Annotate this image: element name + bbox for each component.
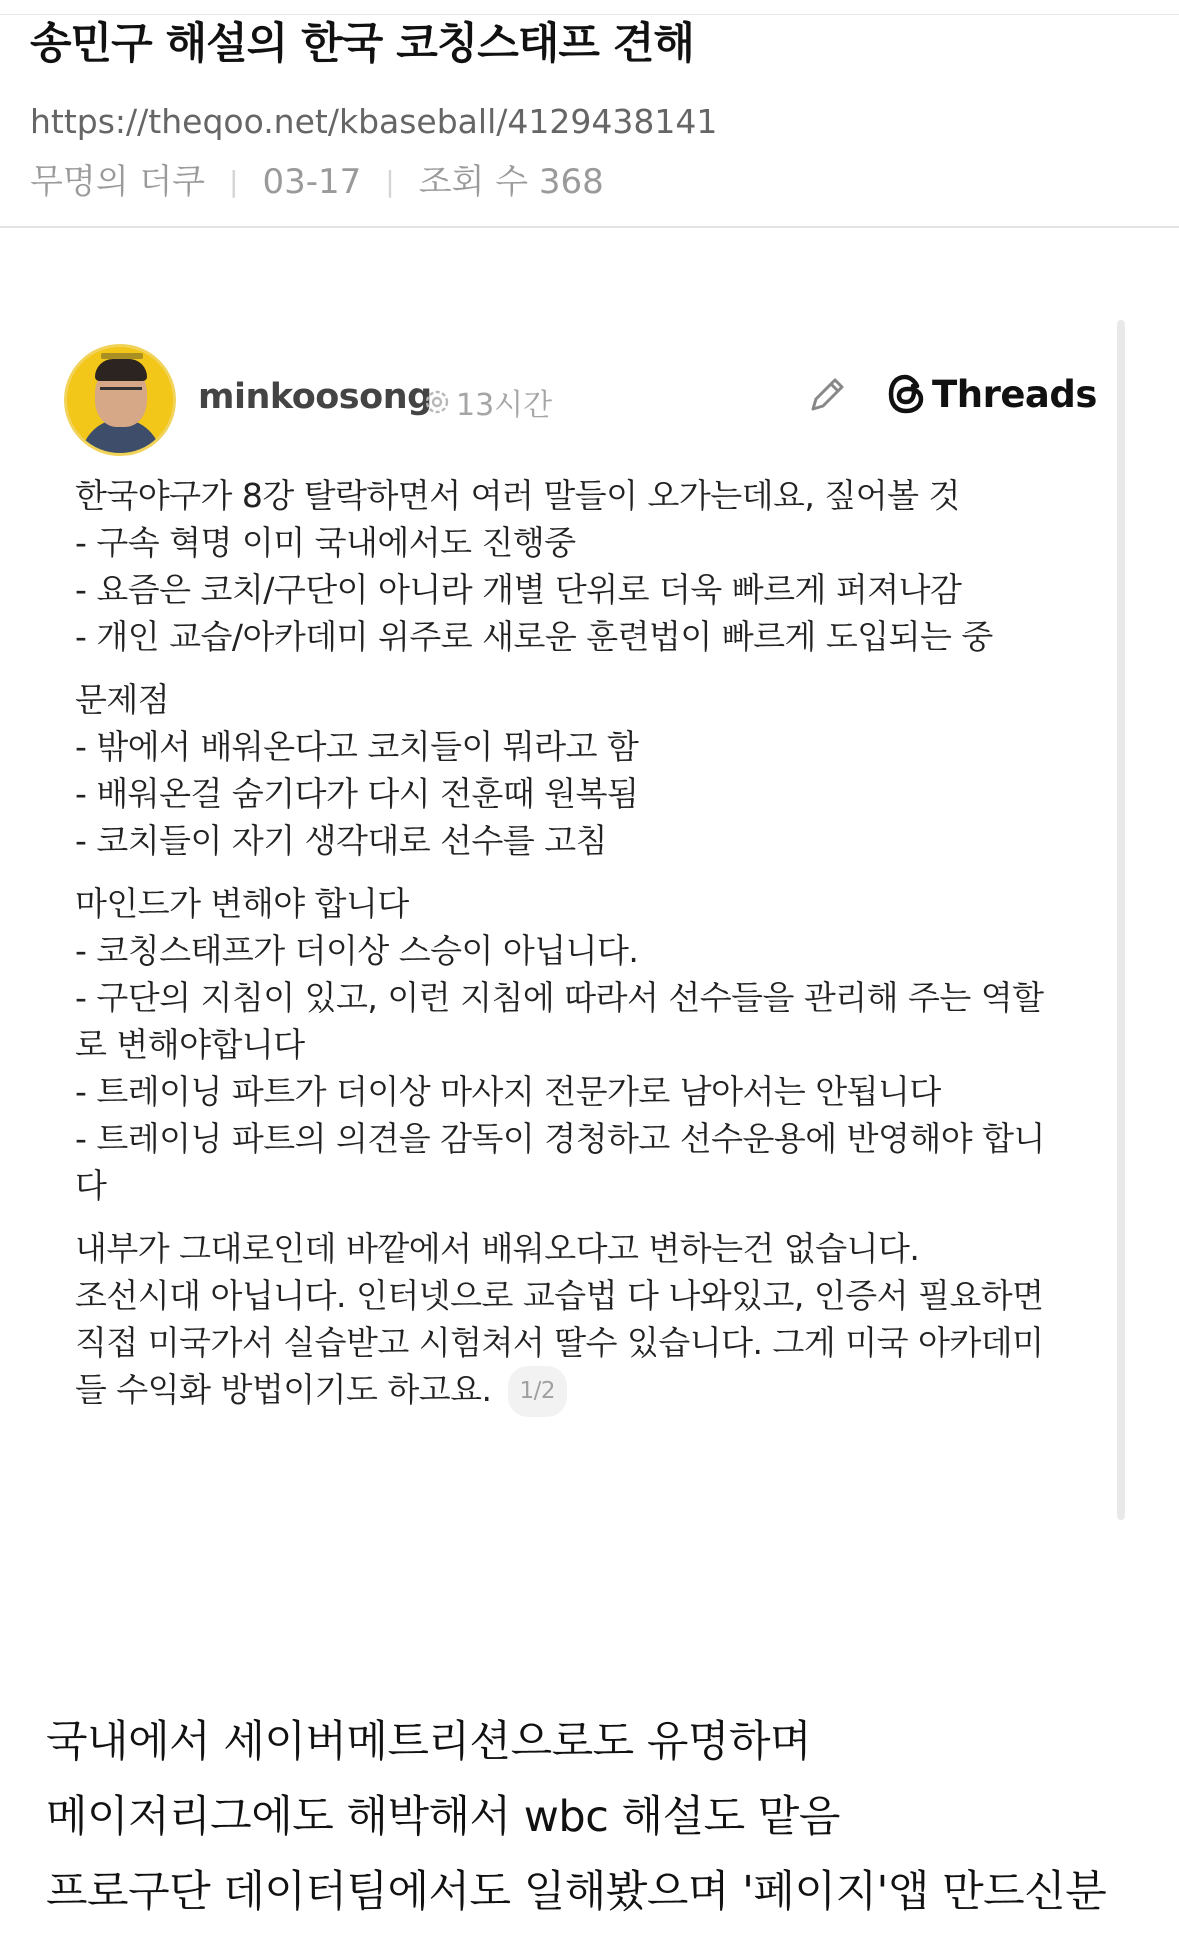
post-line: - 밖에서 배워온다고 코치들이 뭐라고 함 [75,727,639,766]
post-line: - 구속 혁명 이미 국내에서도 진행중 [75,523,576,562]
avatar-hair [95,359,147,381]
post-line: 한국야구가 8강 탈락하면서 여러 말들이 오가는데요, 짚어볼 것 [75,476,960,515]
post-line: 내부가 그대로인데 바깥에서 배워오다고 변하는건 없습니다. [75,1229,920,1268]
footer-line: 국내에서 세이버메트리션으로도 유명하며 [46,1717,812,1767]
post-line: 직접 미국가서 실습받고 시험쳐서 딸수 있습니다. 그게 미국 아카데미 [75,1323,1044,1362]
post-line: - 코치들이 자기 생각대로 선수를 고침 [75,821,608,860]
paragraph-gap [75,864,1125,880]
paragraph-gap [75,1209,1125,1225]
post-line: - 개인 교습/아카데미 위주로 새로운 훈련법이 빠르게 도입되는 중 [75,617,993,656]
post-line: - 요즘은 코치/구단이 아니라 개별 단위로 더욱 빠르게 퍼져나감 [75,570,962,609]
page-indicator: 1/2 [508,1366,568,1417]
article-meta [30,158,1160,206]
author-name[interactable]: 무명의 더쿠 [30,162,206,202]
avatar-glasses [100,387,142,400]
post-line: 다 [75,1166,107,1205]
footer-line: 프로구단 데이터팀에서도 일해봤으며 '페이지'앱 만드신분 [46,1867,1107,1917]
post-time-group [424,380,552,424]
meta-separator: | [385,165,395,198]
header-divider [0,226,1179,228]
threads-label: Threads [932,372,1097,416]
post-line: - 구단의 지침이 있고, 이런 지침에 따라서 선수들을 관리해 주는 역할 [75,978,1044,1017]
post-date: 03-17 [262,162,362,202]
paragraph-gap [75,660,1125,676]
footer-line: 메이저리그에도 해박해서 wbc 해설도 맡음 [46,1792,840,1842]
post-username[interactable]: minkoosong [198,377,432,417]
view-count: 조회 수 368 [418,162,604,202]
pencil-icon[interactable] [804,372,850,418]
avatar[interactable] [64,344,176,456]
post-line: 들 수익화 방법이기도 하고요. [75,1370,492,1409]
post-body [75,472,1125,1417]
article-title: 송민구 해설의 한국 코칭스태프 견해 [30,19,694,69]
post-line: 문제점 [75,680,170,719]
post-line: 조선시대 아닙니다. 인터넷으로 교습법 다 나와있고, 인증서 필요하면 [75,1276,1044,1315]
post-line: 마인드가 변해야 합니다 [75,884,409,923]
article-header [30,16,1160,206]
source-url[interactable]: https://theqoo.net/kbaseball/4129438141 [30,102,718,141]
post-line: - 코칭스태프가 더이상 스승이 아닙니다. [75,931,639,970]
avatar-caption-mark [101,353,143,359]
post-line-last [75,1366,1125,1417]
post-line: - 트레이닝 파트의 의견을 감독이 경청하고 선수운용에 반영해야 합니 [75,1119,1045,1158]
top-divider [0,14,1179,15]
post-line: 로 변해야합니다 [75,1025,305,1064]
post-time: 13시간 [456,388,553,423]
post-line: - 배워온걸 숨기다가 다시 전훈때 원복됨 [75,774,639,813]
threads-logo-icon [886,372,926,416]
meta-separator: | [229,165,239,198]
thread-status-icon [424,389,450,415]
article-footer-text [46,1705,1166,1930]
post-line: - 트레이닝 파트가 더이상 마사지 전문가로 남아서는 안됩니다 [75,1072,941,1111]
threads-brand[interactable] [886,372,1097,416]
embedded-threads-post [40,320,1120,1640]
